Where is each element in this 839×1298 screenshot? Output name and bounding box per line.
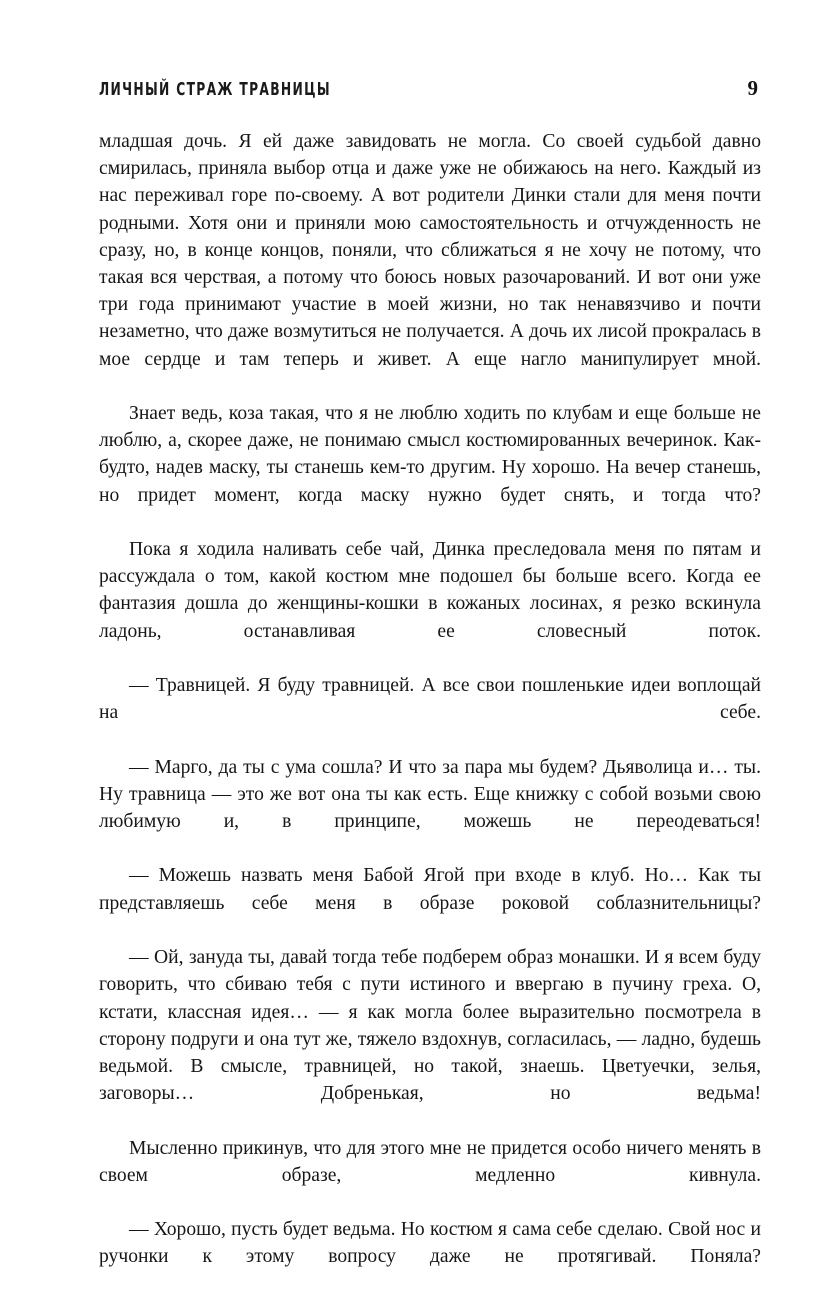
paragraph: Пока я ходила наливать себе чай, Динка преследовала меня по пятам и рассуждала о том, какой костюм мне подошел бы больше всего. Когда ее фантазия дошла до женщины-кошки в кожаных лосинах, я резко вскинула ладонь, останавливая ее словесный поток.	[99, 539, 761, 642]
page-number: 9	[747, 76, 758, 100]
dialogue-paragraph: — Можешь назвать меня Бабой Ягой при входе в клуб. Но… Как ты представляешь себе меня в образе роковой соблазнительницы?	[99, 865, 761, 914]
running-head-title: ЛИЧНЫЙ СТРАЖ ТРАВНИЦЫ	[99, 80, 331, 100]
paragraph: младшая дочь. Я ей даже завидовать не могла. Со своей судьбой давно смирилась, приняла выбор отца и даже уже не обижаюсь на него. Каждый из нас переживал горе по-своему. А вот родители Динки стали для меня почти родными. Хотя они и приняли мою самостоятельность и отчужденность не сразу, но, в конце концов, поняли, что сближаться я не хочу не потому, что такая вся черствая, а потому что боюсь новых разочарований. И вот они уже три года принимают участие в моей жизни, но так ненавязчиво и почти незаметно, что даже возмутиться не получается. А дочь их лисой прокралась в мое сердце и там теперь и живет. А еще нагло манипулирует мной.	[99, 131, 761, 370]
dialogue-paragraph: — Марго, да ты с ума сошла? И что за пара мы будем? Дьяволица и… ты. Ну травница — это же вот она ты как есть. Еще книжку с собой возьми свою любимую и, в принципе, можешь не переодеваться!	[99, 756, 761, 833]
paragraph: Мысленно прикинув, что для этого мне не придется особо ничего менять в своем образе, медленно кивнула.	[99, 1137, 761, 1186]
dialogue-paragraph: — Травницей. Я буду травницей. А все свои пошленькие идеи воплощай на себе.	[99, 675, 761, 724]
body-text	[99, 128, 761, 1298]
running-head	[99, 78, 760, 104]
dialogue-paragraph: — Ой, зануда ты, давай тогда тебе подберем образ монашки. И я всем буду говорить, что сбиваю тебя с пути истиного и ввергаю в пучину греха. О, кстати, классная идея… — я как могла более выразительно посмотрела в сторону подруги и она тут же, тяжело вздохнув, согласилась, — ладно, будешь ведьмой. В смысле, травницей, но такой, знаешь. Цветуечки, зелья, заговоры… Добренькая, но ведьма!	[99, 947, 761, 1105]
paragraph: Знает ведь, коза такая, что я не люблю ходить по клубам и еще больше не люблю, а, скорее даже, не понимаю смысл костюмированных вечеринок. Как-будто, надев маску, ты станешь кем-то другим. Ну хорошо. На вечер станешь, но придет момент, когда маску нужно будет снять, и тогда что?	[99, 403, 761, 506]
dialogue-paragraph: — Хорошо, пусть будет ведьма. Но костюм я сама себе сделаю. Свой нос и ручонки к этому вопросу даже не протягивай. Поняла?	[99, 1219, 761, 1268]
